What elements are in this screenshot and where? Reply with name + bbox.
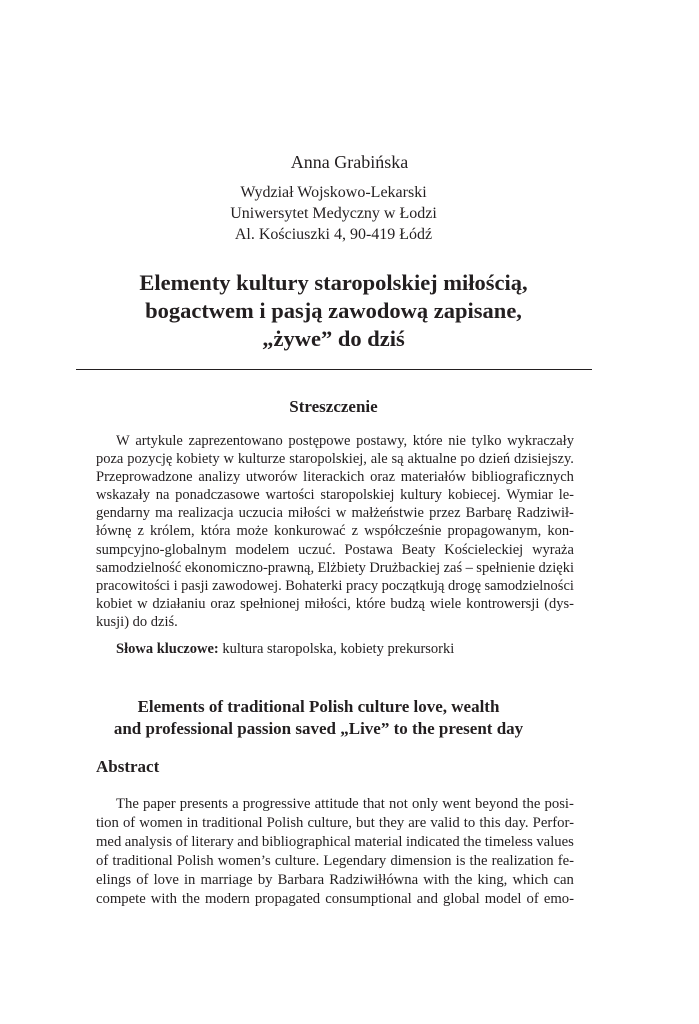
word: w xyxy=(137,595,148,612)
word: zaprezentowano xyxy=(188,433,283,449)
word: analizy xyxy=(198,469,241,486)
word: drogę xyxy=(447,577,481,594)
word: postępowe xyxy=(288,433,351,449)
word: traditional xyxy=(112,853,173,870)
title-line: Elementy kultury staropolskiej miłością, xyxy=(139,270,528,295)
word: fe- xyxy=(557,853,574,870)
word: (dys- xyxy=(544,595,574,612)
word: dzień xyxy=(478,451,511,468)
word: aktualne xyxy=(407,451,457,468)
word: propagowanym, xyxy=(447,523,542,540)
word: propagated xyxy=(254,891,321,908)
title-line: bogactwem i pasją zawodową zapisane, xyxy=(145,298,522,323)
word: W xyxy=(116,433,130,449)
word: – xyxy=(465,559,473,576)
word: współcześnie xyxy=(364,523,442,540)
word: pracy xyxy=(345,577,379,594)
word: to xyxy=(463,815,476,832)
word: i xyxy=(173,577,178,594)
word: med xyxy=(96,834,122,851)
word: kulturze xyxy=(237,451,286,468)
title-line: Elements of traditional Polish culture love, wealth xyxy=(137,697,500,716)
word: spełnionej xyxy=(240,595,300,612)
word: of xyxy=(175,834,188,851)
word: miłości, xyxy=(304,595,351,612)
word: wykraczały xyxy=(507,433,574,449)
word: Drużbackiej xyxy=(369,559,441,576)
word: małżeństwie xyxy=(351,505,424,522)
word: działaniu xyxy=(152,595,206,612)
word: by xyxy=(257,872,273,889)
word: in xyxy=(186,815,199,832)
word: ponadczasowe xyxy=(175,487,260,504)
word: marriage xyxy=(200,872,253,889)
word: indicated xyxy=(405,834,460,851)
text-line xyxy=(96,595,574,613)
word: początkują xyxy=(381,577,445,594)
title-divider xyxy=(76,369,592,370)
word: progressive xyxy=(242,796,311,812)
word: a xyxy=(232,796,239,812)
affiliation-line: Wydział Wojskowo-Lekarski xyxy=(240,184,427,201)
word: modern xyxy=(204,891,250,908)
affiliation-block xyxy=(0,182,667,245)
word: w xyxy=(223,451,234,468)
word: królem, xyxy=(149,523,195,540)
word: Legendary xyxy=(323,853,387,870)
text-line xyxy=(96,613,574,631)
word: dimension xyxy=(390,853,452,870)
text-line xyxy=(96,486,574,504)
word: material xyxy=(354,834,403,851)
word: są xyxy=(391,451,404,468)
text-line xyxy=(96,890,574,909)
word: king, xyxy=(477,872,508,889)
word: które xyxy=(355,595,386,612)
word: the xyxy=(522,796,541,812)
word: can xyxy=(553,872,574,889)
word: z xyxy=(137,523,144,540)
word: ale xyxy=(370,451,388,468)
text-line xyxy=(96,522,574,540)
text-fragment: kusji) do dziś. xyxy=(96,613,178,630)
word: postawy, xyxy=(356,433,408,449)
word: Przeprowadzone xyxy=(96,469,193,486)
word: Elżbiety xyxy=(317,559,366,576)
word: przez xyxy=(429,505,461,522)
word: presents xyxy=(179,796,228,812)
word: of xyxy=(96,853,109,870)
word: bibliographical xyxy=(261,834,351,851)
abstract-paragraph xyxy=(96,795,574,910)
word: sumpcyjno-globalnym xyxy=(96,541,227,558)
word: beyond xyxy=(474,796,519,812)
word: spełnienie xyxy=(476,559,536,576)
word: only xyxy=(411,796,439,812)
word: która xyxy=(200,523,231,540)
word: they xyxy=(378,815,405,832)
word: Radziwił- xyxy=(516,505,574,522)
word: Polish xyxy=(176,853,214,870)
word: analysis xyxy=(124,834,173,851)
word: the xyxy=(454,872,473,889)
text-line xyxy=(96,450,574,468)
word: tion xyxy=(96,815,119,832)
word: global xyxy=(442,891,480,908)
word: The xyxy=(116,796,139,812)
word: paper xyxy=(143,796,176,812)
word: gendarny xyxy=(96,505,150,522)
word: are xyxy=(408,815,427,832)
text-line xyxy=(96,504,574,522)
word: pasji xyxy=(181,577,209,594)
text-line xyxy=(96,871,574,890)
word: the xyxy=(463,834,482,851)
word: staropolskiej xyxy=(320,487,395,504)
word: Postawa xyxy=(344,541,393,558)
word: dzisiejszy. xyxy=(514,451,574,468)
word: timeless xyxy=(484,834,533,851)
word: Polish xyxy=(266,815,304,832)
word: artykule xyxy=(135,433,183,449)
title-line: and professional passion saved „Live” to the present day xyxy=(113,719,524,738)
word: went xyxy=(442,796,471,812)
word: budzą xyxy=(390,595,425,612)
article-title-polish xyxy=(0,269,667,353)
word: Perfor- xyxy=(532,815,574,832)
word: materiałów xyxy=(400,469,466,486)
word: ekonomiczno-prawną, xyxy=(184,559,315,576)
word: w xyxy=(335,505,347,522)
word: of xyxy=(136,872,149,889)
word: pracowitości xyxy=(96,577,171,594)
word: Beaty xyxy=(401,541,436,558)
word: zawodowej. xyxy=(212,577,282,594)
text-line xyxy=(96,833,574,852)
word: poza xyxy=(96,451,124,468)
word: and xyxy=(237,834,259,851)
word: które xyxy=(412,433,443,449)
word: and xyxy=(416,891,438,908)
word: Bohaterki xyxy=(285,577,343,594)
text-line xyxy=(96,852,574,871)
keywords-text: kultura staropolska, kobiety prekursorki xyxy=(218,641,455,657)
text-line xyxy=(96,432,574,450)
word: that xyxy=(362,796,385,812)
text-line xyxy=(96,559,574,577)
word: kon- xyxy=(547,523,574,540)
word: samodzielność xyxy=(96,559,182,576)
word: emo- xyxy=(543,891,574,908)
word: może xyxy=(236,523,268,540)
word: Barbara xyxy=(277,872,325,889)
word: day. xyxy=(504,815,529,832)
abstract-heading: Abstract xyxy=(96,757,160,776)
word: the xyxy=(469,853,488,870)
word: modelem xyxy=(235,541,290,558)
word: oraz xyxy=(370,469,396,486)
word: Barbarę xyxy=(465,505,512,522)
word: łównę xyxy=(96,523,132,540)
word: kontrowersji xyxy=(466,595,540,612)
word: this xyxy=(479,815,501,832)
word: pozycję xyxy=(127,451,173,468)
word: literackich xyxy=(303,469,365,486)
word: but xyxy=(356,815,375,832)
word: values xyxy=(536,834,574,851)
word: konkurować xyxy=(273,523,346,540)
word: na xyxy=(155,487,170,504)
word: traditional xyxy=(202,815,263,832)
word: ma xyxy=(155,505,173,522)
word: uczucia xyxy=(238,505,283,522)
word: utworów xyxy=(245,469,298,486)
word: realizacja xyxy=(177,505,234,522)
word: kobiecej. xyxy=(447,487,501,504)
word: kobiety xyxy=(176,451,220,468)
word: samodzielności xyxy=(484,577,574,594)
word: z xyxy=(351,523,359,540)
text-line xyxy=(96,468,574,486)
text-line xyxy=(96,795,574,814)
word: love xyxy=(153,872,179,889)
summary-paragraph xyxy=(96,432,574,631)
word: in xyxy=(183,872,196,889)
word: po xyxy=(460,451,475,468)
keywords-label: Słowa kluczowe: xyxy=(116,641,219,657)
word: which xyxy=(512,872,549,889)
word: women xyxy=(139,815,183,832)
word: staropolskiej, xyxy=(289,451,367,468)
word: not xyxy=(389,796,408,812)
word: posi- xyxy=(544,796,574,812)
word: zaś xyxy=(443,559,463,576)
word: miłości xyxy=(288,505,331,522)
word: le- xyxy=(558,487,574,504)
word: wskazały xyxy=(96,487,150,504)
word: Radziwiłłówna xyxy=(329,872,419,889)
word: valid xyxy=(430,815,460,832)
word: realization xyxy=(491,853,554,870)
word: wiele xyxy=(429,595,462,612)
word: women’s xyxy=(217,853,271,870)
word: kultury xyxy=(400,487,443,504)
word: Wymiar xyxy=(506,487,553,504)
word: kobiet xyxy=(96,595,133,612)
word: the xyxy=(181,891,200,908)
word: with xyxy=(150,891,177,908)
author-name: Anna Grabińska xyxy=(290,152,409,172)
text-line xyxy=(96,577,574,595)
word: oraz xyxy=(210,595,236,612)
article-title-english xyxy=(0,696,637,740)
word: consumptional xyxy=(325,891,412,908)
affiliation-line: Uniwersytet Medyczny w Łodzi xyxy=(230,205,437,222)
word: with xyxy=(423,872,450,889)
summary-heading: Streszczenie xyxy=(289,397,378,416)
word: culture. xyxy=(274,853,320,870)
word: is xyxy=(455,853,466,870)
word: of xyxy=(122,815,136,832)
word: nie xyxy=(448,433,466,449)
word: model xyxy=(484,891,522,908)
word: uczuć. xyxy=(298,541,336,558)
word: culture, xyxy=(307,815,352,832)
word: attitude xyxy=(314,796,359,812)
title-line: „żywe” do dziś xyxy=(262,326,405,351)
affiliation-line: Al. Kościuszki 4, 90-419 Łódź xyxy=(234,226,433,243)
word: of xyxy=(526,891,539,908)
text-line xyxy=(96,814,574,833)
word: wyraża xyxy=(532,541,574,558)
word: tylko xyxy=(471,433,502,449)
text-line xyxy=(96,541,574,559)
word: wartości xyxy=(265,487,315,504)
keywords-line xyxy=(116,640,454,658)
word: Kościeleckiej xyxy=(444,541,524,558)
word: literary xyxy=(191,834,234,851)
word: elings xyxy=(96,872,132,889)
word: compete xyxy=(96,891,146,908)
word: dzięki xyxy=(538,559,574,576)
word: bibliograficznych xyxy=(471,469,574,486)
